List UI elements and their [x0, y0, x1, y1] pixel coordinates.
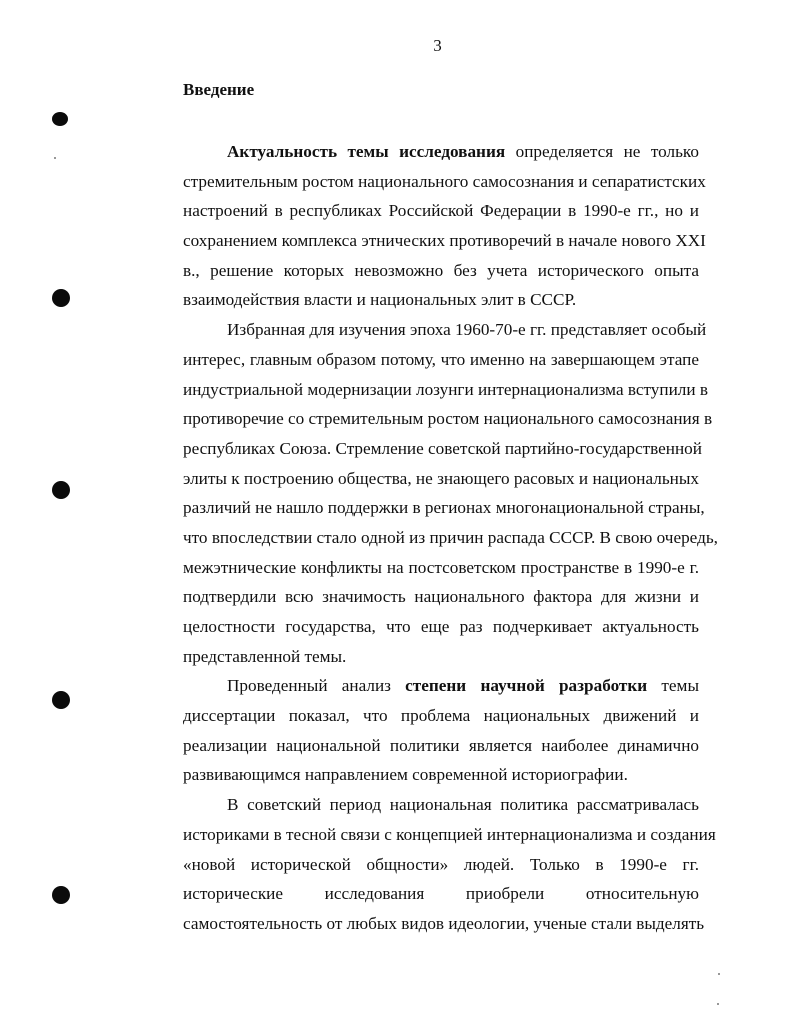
punch-hole-mark [52, 289, 70, 307]
text-line: элиты к построению общества, не знающего расовых и национальных [183, 468, 699, 488]
text-line: противоречие со стремительным ростом национального самосознания в [183, 409, 713, 429]
text-line: развивающимся направлением современной историографии. [183, 765, 628, 785]
text-line: индустриальной модернизации лозунги интернационализма вступили в [183, 379, 708, 399]
text-line: самостоятельность от любых видов идеологии, ученые стали выделять [183, 913, 705, 933]
text-line: В советский период национальная политика рассматривалась [227, 795, 699, 815]
text-line: диссертации показал, что проблема национальных движений и [183, 706, 699, 726]
line-text: Проведенный анализ [227, 676, 406, 696]
page-number: 3 [433, 36, 442, 55]
text-line: что впоследствии стало одной из причин распада СССР. В свою очередь, [183, 527, 718, 547]
section-heading: Введение [183, 80, 255, 99]
punch-hole-mark [52, 691, 70, 709]
text-line: взаимодействия власти и национальных элит в СССР. [183, 290, 577, 310]
text-line: историками в тесной связи с концепцией интернационализма и создания [183, 824, 716, 844]
paragraph-research-degree [139, 671, 699, 790]
text-line: «новой исторической общности» людей. Только в 1990-е гг. [183, 854, 699, 874]
paragraph-epoch [139, 315, 718, 671]
scan-speck [717, 1003, 719, 1005]
punch-hole-mark [52, 886, 70, 904]
text-line: различий не нашло поддержки в регионах многонациональной страны, [183, 498, 705, 518]
paragraph-soviet-period [139, 790, 716, 938]
text-line: подтвердили всю значимость национального фактора для жизни и [183, 587, 699, 607]
text-line: сохранением комплекса этнических противоречий в начале нового XXI [183, 231, 706, 251]
text-line [139, 137, 699, 167]
text-line: настроений в республиках Российской Федерации в 1990-е гг., но и [183, 201, 699, 221]
text-line: реализации национальной политики является наиболее динамично [183, 735, 699, 755]
text-line: республиках Союза. Стремление советской партийно-государственной [183, 438, 702, 458]
text-line: Избранная для изучения эпоха 1960-70-е гг. представляет особый [227, 320, 707, 340]
bold-term: степени научной разработки [405, 676, 648, 696]
text-line: исторические исследования приобрели относительную [183, 884, 699, 904]
text-line [139, 671, 699, 701]
bold-term: Актуальность темы исследования [227, 142, 506, 161]
paragraph-relevance [139, 137, 706, 315]
punch-hole-mark [52, 481, 70, 499]
line-text: определяется не только [505, 142, 699, 161]
line-text: темы [647, 676, 699, 696]
text-line: целостности государства, что еще раз подчеркивает актуальность [183, 617, 699, 636]
text-line: стремительным ростом национального самосознания и сепаратистских [183, 171, 706, 191]
text-line: представленной темы. [183, 646, 347, 666]
punch-hole-mark [52, 112, 68, 126]
text-line: интерес, главным образом потому, что именно на завершающем этапе [183, 349, 699, 369]
body-text [139, 137, 718, 939]
scan-speck [54, 157, 56, 159]
text-line: межэтнические конфликты на постсоветском пространстве в 1990-е г. [183, 557, 699, 577]
scan-speck [718, 973, 720, 975]
text-line: в., решение которых невозможно без учета исторического опыта [183, 260, 699, 280]
